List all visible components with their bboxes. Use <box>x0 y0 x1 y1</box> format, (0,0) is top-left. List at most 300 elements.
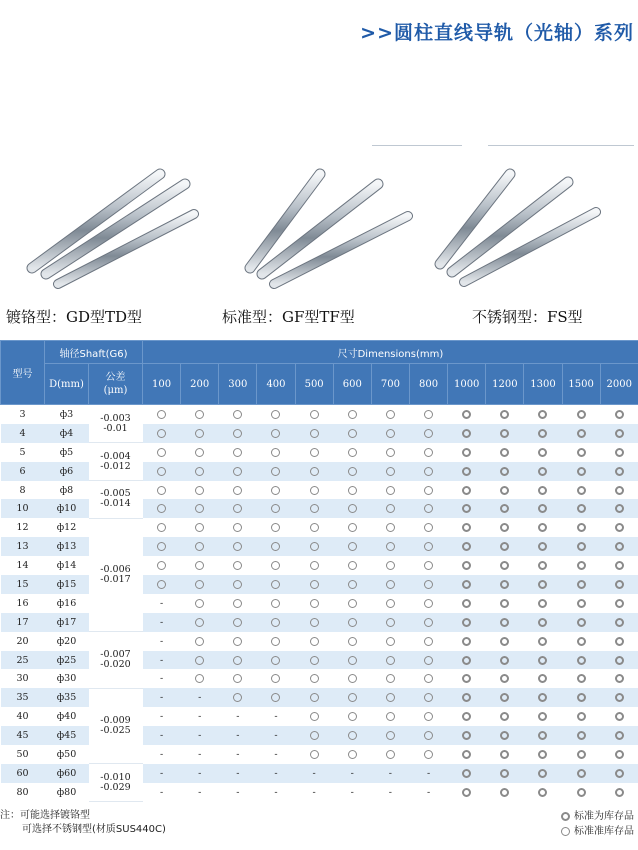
standard-stock-icon <box>577 448 586 457</box>
availability-cell <box>333 726 371 745</box>
availability-cell <box>524 424 562 443</box>
dash-mark: - <box>426 767 431 779</box>
availability-cell <box>448 688 486 707</box>
availability-cell <box>295 575 333 594</box>
model-cell: 14 <box>16 560 29 572</box>
tolerance-cell: -0.004 -0.012 <box>89 443 143 481</box>
availability-cell <box>562 745 600 764</box>
circle-icon <box>348 504 357 513</box>
circle-icon <box>386 467 395 476</box>
availability-cell <box>333 783 371 802</box>
circle-icon <box>424 618 433 627</box>
availability-cell <box>448 462 486 481</box>
dash-mark: - <box>350 767 354 779</box>
dash-mark: - <box>236 767 240 779</box>
availability-cell <box>143 688 181 707</box>
circle-icon <box>195 486 204 495</box>
availability-cell <box>371 537 409 556</box>
circle-icon <box>310 467 319 476</box>
availability-cell <box>562 764 600 783</box>
availability-cell <box>448 443 486 462</box>
circle-icon <box>310 674 319 683</box>
availability-cell <box>486 405 524 424</box>
tolerance-header: 公差 (μm) <box>89 364 143 405</box>
availability-cell <box>181 405 219 424</box>
standard-stock-icon <box>500 542 509 551</box>
circle-icon <box>195 429 204 438</box>
dash-mark: - <box>159 673 164 685</box>
availability-cell <box>257 726 295 745</box>
circle-icon <box>424 637 433 646</box>
standard-stock-icon <box>462 712 471 721</box>
circle-icon <box>386 448 395 457</box>
dash-mark: - <box>274 748 278 760</box>
availability-cell <box>409 745 447 764</box>
standard-stock-icon <box>538 674 547 683</box>
availability-cell <box>333 405 371 424</box>
circle-icon <box>195 448 204 457</box>
dash-mark: - <box>159 616 164 628</box>
standard-stock-icon <box>462 731 471 740</box>
dash-mark: - <box>198 730 202 742</box>
availability-cell <box>257 443 295 462</box>
diameter-cell: ф17 <box>45 613 89 632</box>
availability-cell <box>143 424 181 443</box>
availability-cell <box>219 669 257 688</box>
availability-cell <box>257 594 295 613</box>
standard-stock-icon <box>577 486 586 495</box>
availability-cell <box>486 556 524 575</box>
availability-cell <box>562 499 600 518</box>
circle-icon <box>233 599 242 608</box>
circle-icon <box>233 580 242 589</box>
availability-cell <box>333 518 371 537</box>
availability-cell <box>409 726 447 745</box>
size-header: 1500 <box>562 364 600 405</box>
availability-cell <box>600 481 638 500</box>
availability-cell <box>257 707 295 726</box>
standard-stock-icon <box>538 637 547 646</box>
standard-stock-icon <box>462 429 471 438</box>
dash-mark: - <box>159 786 164 798</box>
diameter-cell: ф35 <box>45 688 89 707</box>
availability-cell <box>562 688 600 707</box>
dash-mark: - <box>274 786 278 798</box>
availability-cell <box>409 405 447 424</box>
availability-cell <box>600 613 638 632</box>
availability-cell <box>181 632 219 651</box>
availability-cell <box>524 575 562 594</box>
availability-cell <box>409 518 447 537</box>
availability-cell <box>371 613 409 632</box>
circle-icon <box>195 561 204 570</box>
availability-cell <box>143 632 181 651</box>
diameter-cell: ф50 <box>56 748 77 760</box>
tolerance-cell: -0.007 -0.020 <box>89 632 143 689</box>
dash-mark: - <box>159 730 164 742</box>
availability-cell <box>333 707 371 726</box>
availability-cell <box>409 537 447 556</box>
model-cell: 17 <box>1 613 45 632</box>
circle-icon <box>386 674 395 683</box>
standard-stock-icon <box>500 561 509 570</box>
tolerance-cell: -0.009 -0.025 <box>89 688 143 764</box>
circle-icon <box>424 542 433 551</box>
availability-cell <box>448 726 486 745</box>
diameter-cell: ф4 <box>45 424 89 443</box>
circle-icon <box>233 542 242 551</box>
standard-stock-icon <box>538 731 547 740</box>
availability-cell <box>409 783 447 802</box>
standard-stock-icon <box>538 523 547 532</box>
standard-stock-icon <box>500 580 509 589</box>
table-row <box>1 481 638 500</box>
availability-cell <box>409 443 447 462</box>
circle-icon <box>271 561 280 570</box>
availability-cell <box>295 632 333 651</box>
caption-chrome: 镀铬型：GD型TD型 <box>6 308 143 326</box>
standard-stock-icon <box>577 561 586 570</box>
table-row <box>1 405 638 424</box>
availability-cell <box>219 651 257 670</box>
model-cell: 40 <box>16 711 29 723</box>
availability-cell <box>371 443 409 462</box>
model-cell: 25 <box>1 651 45 670</box>
availability-cell <box>600 669 638 688</box>
circle-icon <box>233 467 242 476</box>
standard-stock-icon <box>462 580 471 589</box>
availability-cell <box>219 518 257 537</box>
circle-icon <box>310 504 319 513</box>
availability-cell <box>409 669 447 688</box>
availability-cell <box>219 443 257 462</box>
availability-cell <box>486 613 524 632</box>
circle-icon <box>386 693 395 702</box>
availability-cell <box>143 556 181 575</box>
standard-stock-icon <box>577 693 586 702</box>
availability-cell <box>333 594 371 613</box>
availability-cell <box>181 783 219 802</box>
standard-stock-icon <box>538 580 547 589</box>
availability-cell <box>295 688 333 707</box>
circle-icon <box>386 486 395 495</box>
circle-icon <box>348 731 357 740</box>
standard-stock-icon <box>577 410 586 419</box>
availability-cell <box>448 499 486 518</box>
divider-line <box>372 145 462 146</box>
availability-cell <box>486 594 524 613</box>
standard-stock-icon <box>538 410 547 419</box>
availability-cell <box>295 707 333 726</box>
standard-stock-icon <box>462 467 471 476</box>
availability-cell <box>143 707 181 726</box>
diameter-cell: ф12 <box>56 522 77 534</box>
circle-icon <box>386 712 395 721</box>
availability-cell <box>600 594 638 613</box>
circle-icon <box>310 429 319 438</box>
size-header: 1300 <box>524 364 562 405</box>
circle-icon <box>195 410 204 419</box>
diameter-cell: ф15 <box>45 575 89 594</box>
tolerance-cell: -0.005 -0.014 <box>89 481 143 519</box>
circle-icon <box>233 674 242 683</box>
circle-icon <box>424 712 433 721</box>
availability-cell <box>257 481 295 500</box>
availability-cell <box>600 443 638 462</box>
availability-cell <box>600 632 638 651</box>
circle-icon <box>271 410 280 419</box>
availability-cell <box>448 745 486 764</box>
availability-cell <box>143 783 181 802</box>
availability-cell <box>219 764 257 783</box>
circle-icon <box>348 523 357 532</box>
availability-cell <box>486 575 524 594</box>
circle-icon <box>195 637 204 646</box>
circle-icon <box>195 674 204 683</box>
circle-icon <box>386 656 395 665</box>
availability-cell <box>524 462 562 481</box>
circle-icon <box>195 656 204 665</box>
circle-icon <box>348 599 357 608</box>
availability-cell <box>295 613 333 632</box>
standard-stock-icon <box>577 599 586 608</box>
availability-cell <box>486 726 524 745</box>
circle-icon <box>348 674 357 683</box>
availability-cell <box>181 745 219 764</box>
circle-icon <box>233 429 242 438</box>
availability-cell <box>562 594 600 613</box>
standard-stock-icon <box>577 712 586 721</box>
availability-cell <box>333 556 371 575</box>
model-cell: 5 <box>19 446 26 458</box>
diameter-cell: ф20 <box>56 635 77 647</box>
size-header: 1200 <box>486 364 524 405</box>
availability-cell <box>143 575 181 594</box>
availability-cell <box>600 688 638 707</box>
size-header: 600 <box>333 364 371 405</box>
availability-cell <box>562 424 600 443</box>
availability-cell <box>257 537 295 556</box>
standard-stock-icon <box>500 448 509 457</box>
availability-cell <box>524 745 562 764</box>
availability-cell <box>333 764 371 783</box>
availability-cell <box>600 499 638 518</box>
standard-stock-icon <box>500 637 509 646</box>
availability-cell <box>486 499 524 518</box>
model-cell: 15 <box>1 575 45 594</box>
circle-icon <box>233 693 242 702</box>
standard-stock-icon <box>500 788 509 797</box>
standard-stock-icon <box>615 618 624 627</box>
availability-cell <box>143 481 181 500</box>
circle-icon <box>386 429 395 438</box>
standard-stock-icon <box>615 693 624 702</box>
availability-cell <box>562 556 600 575</box>
availability-cell <box>524 651 562 670</box>
circle-icon <box>424 731 433 740</box>
availability-cell <box>409 556 447 575</box>
availability-cell <box>409 764 447 783</box>
availability-cell <box>409 632 447 651</box>
model-cell: 50 <box>16 748 29 760</box>
standard-stock-icon <box>462 523 471 532</box>
availability-cell <box>219 707 257 726</box>
circle-icon <box>348 429 357 438</box>
circle-icon <box>157 429 166 438</box>
availability-cell <box>486 688 524 707</box>
circle-icon <box>195 618 204 627</box>
availability-cell <box>562 632 600 651</box>
diameter-cell: ф6 <box>45 462 89 481</box>
dash-mark: - <box>198 711 202 723</box>
model-cell: 60 <box>1 764 45 783</box>
availability-cell <box>143 443 181 462</box>
availability-cell <box>409 424 447 443</box>
circle-icon <box>424 523 433 532</box>
circle-icon <box>348 618 357 627</box>
availability-cell <box>333 575 371 594</box>
table-row <box>1 518 638 537</box>
availability-cell <box>524 481 562 500</box>
availability-cell <box>562 575 600 594</box>
circle-icon <box>310 618 319 627</box>
dash-mark: - <box>388 786 393 798</box>
diameter-cell: ф16 <box>56 597 77 609</box>
standard-stock-icon <box>500 410 509 419</box>
model-cell: 6 <box>1 462 45 481</box>
availability-cell <box>295 726 333 745</box>
availability-cell <box>371 462 409 481</box>
availability-cell <box>181 726 219 745</box>
availability-cell <box>600 424 638 443</box>
circle-icon <box>386 637 395 646</box>
availability-cell <box>295 481 333 500</box>
standard-stock-icon <box>462 656 471 665</box>
availability-cell <box>333 613 371 632</box>
standard-stock-icon <box>462 693 471 702</box>
availability-cell <box>448 424 486 443</box>
availability-cell <box>181 424 219 443</box>
dash-mark: - <box>236 786 240 798</box>
model-cell: 12 <box>16 522 29 534</box>
availability-cell <box>219 783 257 802</box>
availability-cell <box>562 707 600 726</box>
availability-cell <box>181 669 219 688</box>
availability-cell <box>486 443 524 462</box>
availability-cell <box>295 651 333 670</box>
availability-cell <box>295 518 333 537</box>
availability-cell <box>257 745 295 764</box>
availability-cell <box>219 613 257 632</box>
model-cell: 20 <box>16 635 29 647</box>
availability-cell <box>371 405 409 424</box>
circle-icon <box>157 580 166 589</box>
standard-stock-icon <box>577 504 586 513</box>
availability-cell <box>257 499 295 518</box>
availability-cell <box>562 613 600 632</box>
circle-icon <box>424 410 433 419</box>
standard-stock-icon <box>500 693 509 702</box>
availability-cell <box>257 688 295 707</box>
standard-stock-icon <box>538 618 547 627</box>
availability-cell <box>600 707 638 726</box>
availability-cell <box>486 651 524 670</box>
availability-cell <box>600 556 638 575</box>
note-line-2: 可选择不锈钢型(材质SUS440C) <box>22 824 166 835</box>
availability-cell <box>257 783 295 802</box>
availability-cell <box>181 688 219 707</box>
circle-icon <box>348 693 357 702</box>
page-title: >>圆柱直线导轨（光轴）系列 <box>360 22 634 44</box>
circle-icon <box>271 467 280 476</box>
availability-cell <box>333 537 371 556</box>
availability-cell <box>600 783 638 802</box>
standard-stock-icon <box>538 693 547 702</box>
availability-cell <box>409 688 447 707</box>
circle-icon <box>271 674 280 683</box>
circle-icon <box>310 580 319 589</box>
availability-cell <box>257 632 295 651</box>
availability-cell <box>181 613 219 632</box>
spec-table <box>0 340 638 802</box>
standard-stock-icon <box>615 410 624 419</box>
diameter-cell: ф25 <box>45 651 89 670</box>
circle-icon <box>271 580 280 589</box>
tolerance-cell: -0.003 -0.01 <box>89 405 143 443</box>
diameter-cell: ф45 <box>45 726 89 745</box>
availability-cell <box>409 651 447 670</box>
availability-cell <box>219 726 257 745</box>
diameter-cell: ф40 <box>56 711 77 723</box>
standard-stock-icon <box>500 656 509 665</box>
circle-icon <box>348 561 357 570</box>
availability-cell <box>448 594 486 613</box>
circle-icon <box>386 599 395 608</box>
circle-icon <box>424 486 433 495</box>
table-row <box>1 688 638 707</box>
standard-stock-icon <box>500 467 509 476</box>
availability-cell <box>409 462 447 481</box>
availability-cell <box>448 575 486 594</box>
circle-icon <box>157 504 166 513</box>
availability-cell <box>448 537 486 556</box>
circle-icon <box>424 580 433 589</box>
table-row <box>1 764 638 783</box>
availability-cell <box>295 537 333 556</box>
standard-stock-icon <box>500 504 509 513</box>
availability-cell <box>486 783 524 802</box>
availability-cell <box>333 462 371 481</box>
availability-cell <box>295 499 333 518</box>
size-header: 100 <box>143 364 181 405</box>
dimensions-header: 尺寸Dimensions(mm) <box>143 341 638 364</box>
circle-icon <box>348 712 357 721</box>
standard-stock-icon <box>577 731 586 740</box>
standard-stock-icon <box>500 769 509 778</box>
circle-icon <box>310 486 319 495</box>
availability-cell <box>562 518 600 537</box>
availability-cell <box>486 669 524 688</box>
dash-mark: - <box>426 786 431 798</box>
circle-icon <box>424 467 433 476</box>
standard-stock-icon <box>577 637 586 646</box>
standard-stock-icon <box>615 429 624 438</box>
circle-icon <box>348 750 357 759</box>
availability-cell <box>486 764 524 783</box>
availability-cell <box>600 726 638 745</box>
note-line-1: 注：可能选择镀铬型 <box>0 810 90 821</box>
standard-stock-icon <box>462 561 471 570</box>
